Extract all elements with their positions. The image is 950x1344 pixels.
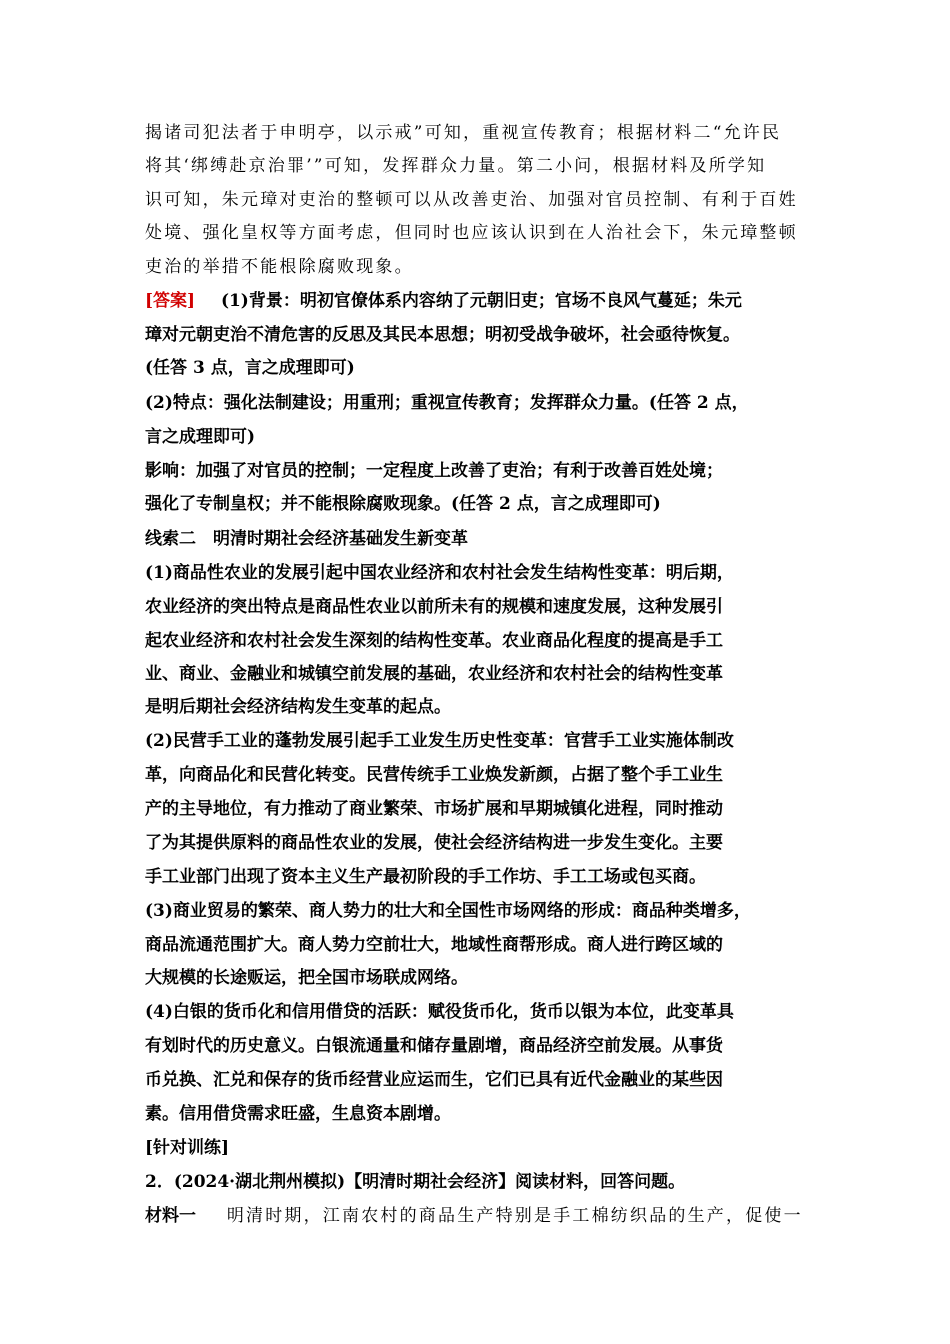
training-heading: [针对训练] — [145, 1138, 230, 1158]
clue-line: 是明后期社会经济结构发生变革的起点。 — [145, 697, 451, 717]
clue-line: (1)商品性农业的发展引起中国农业经济和农村社会发生结构性变革：明后期， — [145, 563, 734, 583]
clue-line: 手工业部门出现了资本主义生产最初阶段的手工作坊、手工工场或包买商。 — [145, 867, 706, 887]
answer-line: 影响：加强了对官员的控制；一定程度上改善了吏治；有利于改善百姓处境； — [145, 461, 723, 481]
question-line: 2．(2024·湖北荆州模拟)【明清时期社会经济】阅读材料，回答问题。 — [145, 1172, 686, 1192]
clue-line: 商品流通范围扩大。商人势力空前壮大，地域性商帮形成。商人进行跨区域的 — [145, 935, 723, 955]
explanation-line: 吏治的举措不能根除腐败现象。 — [145, 257, 414, 277]
clue-line: 产的主导地位，有力推动了商业繁荣、市场扩展和早期城镇化进程，同时推动 — [145, 799, 723, 819]
material-line — [145, 1205, 803, 1227]
clue-line: (2)民营手工业的蓬勃发展引起手工业发生历史性变革：官营手工业实施体制改 — [145, 731, 734, 751]
answer-line: 璋对元朝吏治不清危害的反思及其民本思想；明初受战争破坏，社会亟待恢复。 — [145, 325, 740, 345]
clue-line: 革，向商品化和民营化转变。民营传统手工业焕发新颜，占据了整个手工业生 — [145, 765, 723, 785]
explanation-line: 识可知，朱元璋对吏治的整顿可以从改善吏治、加强对官员控制、有利于百姓 — [145, 190, 798, 210]
explanation-line: 处境、强化皇权等方面考虑，但同时也应该认识到在人治社会下，朱元璋整顿 — [145, 223, 798, 243]
clue-heading: 线索二 明清时期社会经济基础发生新变革 — [145, 529, 468, 549]
clue-line: 了为其提供原料的商品性农业的发展，使社会经济结构进一步发生变化。主要 — [145, 833, 723, 853]
answer-line: (任答 3 点，言之成理即可) — [145, 358, 355, 378]
answer-text: (1)背景：明初官僚体系内容纳了元朝旧吏；官场不良风气蔓延；朱元 — [220, 291, 742, 311]
explanation-line: 将其‘绑缚赴京治罪’”可知，发挥群众力量。第二小问，根据材料及所学知 — [145, 156, 767, 176]
clue-line: 币兑换、汇兑和保存的货币经营业应运而生，它们已具有近代金融业的某些因 — [145, 1070, 723, 1090]
clue-line: 起农业经济和农村社会发生深刻的结构性变革。农业商品化程度的提高是手工 — [145, 631, 723, 651]
clue-line: (3)商业贸易的繁荣、商人势力的壮大和全国性市场网络的形成：商品种类增多， — [145, 901, 751, 921]
material-label: 材料一 — [145, 1206, 196, 1226]
answer-line: 强化了专制皇权；并不能根除腐败现象。(任答 2 点，言之成理即可) — [145, 494, 661, 514]
material-text: 明清时期，江南农村的商品生产特别是手工棉纺织品的生产，促使一 — [226, 1206, 803, 1226]
clue-line: 有划时代的历史意义。白银流通量和储存量剧增，商品经济空前发展。从事货 — [145, 1036, 723, 1056]
answer-tag: [答案] — [145, 291, 196, 311]
explanation-line: 揭诸司犯法者于申明亭，以示戒”可知，重视宣传教育；根据材料二“允许民 — [145, 123, 782, 143]
clue-line: (4)白银的货币化和信用借贷的活跃：赋役货币化，货币以银为本位，此变革具 — [145, 1002, 734, 1022]
clue-line: 素。信用借贷需求旺盛，生息资本剧增。 — [145, 1104, 451, 1124]
answer-line: 言之成理即可) — [145, 427, 256, 447]
answer-line: (2)特点：强化法制建设；用重刑；重视宣传教育；发挥群众力量。(任答 2 点， — [145, 393, 749, 413]
answer-first-line — [145, 290, 742, 312]
clue-line: 农业经济的突出特点是商品性农业以前所未有的规模和速度发展，这种发展引 — [145, 597, 723, 617]
clue-line: 业、商业、金融业和城镇空前发展的基础，农业经济和农村社会的结构性变革 — [145, 664, 723, 684]
clue-line: 大规模的长途贩运，把全国市场联成网络。 — [145, 968, 468, 988]
